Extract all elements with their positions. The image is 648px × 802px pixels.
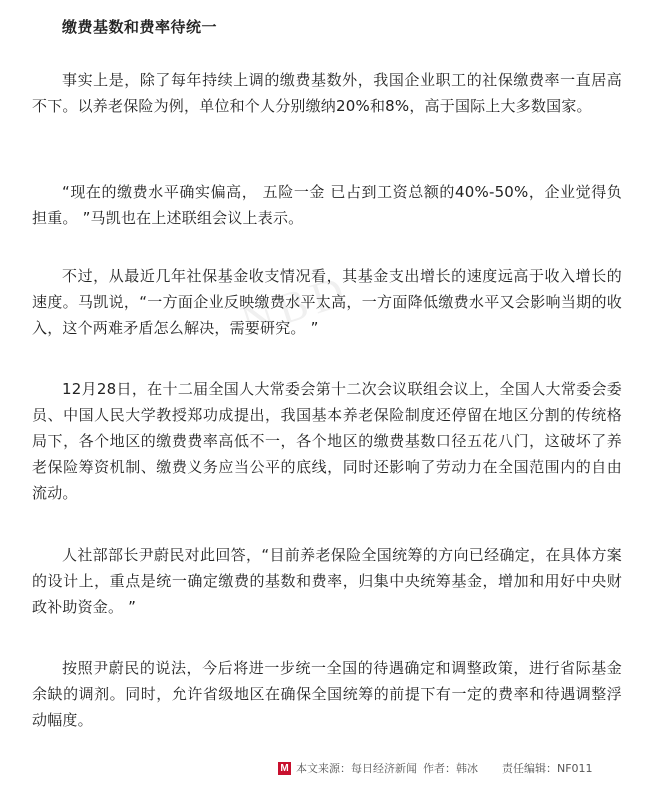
paragraph-3: 不过，从最近几年社保基金收支情况看，其基金支出增长的速度远高于收入增长的速度。马凯说，“一方面企业反映缴费水平太高，一方面降低缴费水平又会影响当期的收入，这个两难矛盾怎么解决，需要研究。 ”: [32, 267, 622, 337]
source-name: 每日经济新闻: [351, 762, 417, 775]
paragraph-4: 12月28日，在十二届全国人大常委会第十二次会议联组会议上，全国人大常委会委员、中国人民大学教授郑功成提出，我国基本养老保险制度还停留在地区分割的传统格局下，各个地区的缴费费率高低不一，各个地区的缴费基数口径五花八门，这破坏了养老保险筹资机制、缴费义务应当公平的底线，同时还影响了劳动力在全国范围内的自由流动。: [32, 380, 622, 502]
author-name: 韩冰: [456, 762, 478, 775]
article-footer: [278, 759, 638, 777]
source-label: 本文来源：: [296, 762, 351, 775]
nbd-watermark: NBD: [235, 265, 356, 346]
editor-label: 责任编辑：: [502, 762, 557, 775]
paragraph-1: 事实上是，除了每年持续上调的缴费基数外，我国企业职工的社保缴费率一直居高不下。以养老保险为例，单位和个人分别缴纳20%和8%，高于国际上大多数国家。: [32, 71, 622, 115]
author-label: 作者：: [423, 762, 456, 775]
article-title: 缴费基数和费率待统一: [62, 18, 218, 36]
editor-name: NF011: [557, 761, 593, 775]
paragraph-5: 人社部部长尹蔚民对此回答，“目前养老保险全国统筹的方向已经确定，在具体方案的设计上，重点是统一确定缴费的基数和费率，归集中央统筹基金，增加和用好中央财政补助资金。 ”: [32, 546, 622, 616]
paragraph-6: 按照尹蔚民的说法，今后将进一步统一全国的待遇确定和调整政策，进行省际基金余缺的调剂。同时，允许省级地区在确保全国统筹的前提下有一定的费率和待遇调整浮动幅度。: [32, 659, 622, 729]
paragraph-2: “现在的缴费水平确实偏高， 五险一金 已占到工资总额的40%-50%，企业觉得负担重。 ”马凯也在上述联组会议上表示。: [32, 183, 622, 227]
nbd-logo-icon: M: [278, 762, 291, 775]
